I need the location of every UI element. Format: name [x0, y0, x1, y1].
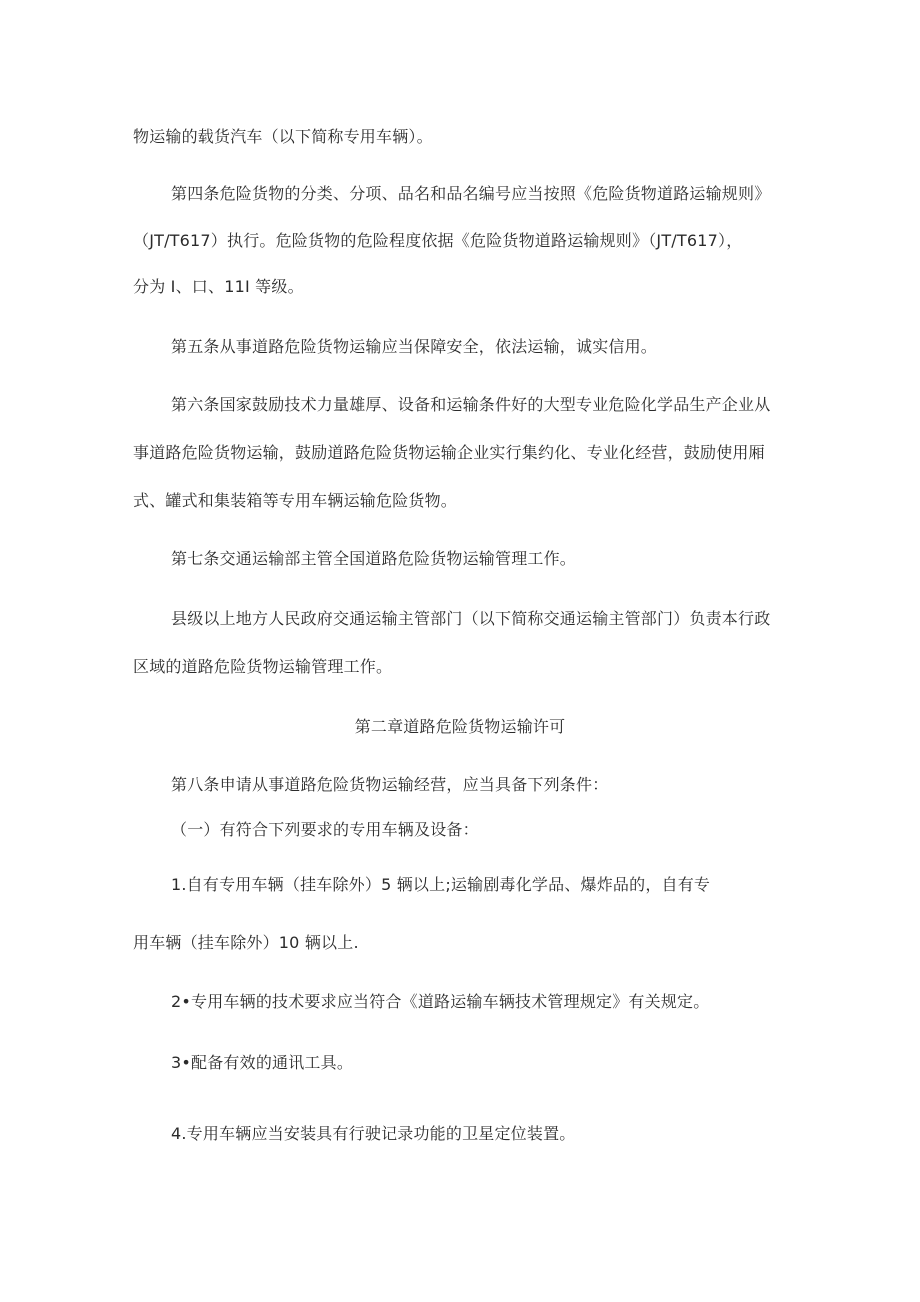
chapter-heading: 第二章道路危险货物运输许可 — [354, 717, 566, 736]
text-line: 用车辆（挂车除外）10 辆以上. — [133, 933, 359, 952]
text-line: 事道路危险货物运输，鼓励道路危险货物运输企业实行集约化、专业化经营，鼓励使用厢 — [133, 443, 765, 462]
text-line: 分为 I、口、11I 等级。 — [133, 277, 304, 296]
article-4-line: 第四条危险货物的分类、分项、品名和品名编号应当按照《危险货物道路运输规则》 — [171, 184, 771, 203]
article-5-line: 第五条从事道路危险货物运输应当保障安全，依法运输，诚实信用。 — [171, 337, 658, 356]
list-item: （一）有符合下列要求的专用车辆及设备： — [171, 820, 479, 839]
text-line: 物运输的载货汽车（以下简称专用车辆）。 — [133, 127, 433, 146]
list-item: 4.专用车辆应当安装具有行驶记录功能的卫星定位装置。 — [171, 1124, 576, 1143]
article-7-line: 第七条交通运输部主管全国道路危险货物运输管理工作。 — [171, 549, 577, 568]
text-line: 式、罐式和集装箱等专用车辆运输危险货物。 — [133, 491, 458, 510]
text-line: （JT/T617）执行。危险货物的危险程度依据《危险货物道路运输规则》（JT/T617）， — [133, 231, 743, 250]
article-8-line: 第八条申请从事道路危险货物运输经营，应当具备下列条件： — [171, 775, 609, 794]
list-item: 2•专用车辆的技术要求应当符合《道路运输车辆技术管理规定》有关规定。 — [171, 992, 710, 1011]
text-line: 区域的道路危险货物运输管理工作。 — [133, 657, 393, 676]
paragraph-line: 县级以上地方人民政府交通运输主管部门（以下简称交通运输主管部门）负责本行政 — [171, 609, 771, 628]
list-item: 1.自有专用车辆（挂车除外）5 辆以上;运输剧毒化学品、爆炸品的，自有专 — [171, 875, 711, 894]
list-item: 3•配备有效的通讯工具。 — [171, 1053, 354, 1072]
article-6-line: 第六条国家鼓励技术力量雄厚、设备和运输条件好的大型专业危险化学品生产企业从 — [171, 395, 771, 414]
